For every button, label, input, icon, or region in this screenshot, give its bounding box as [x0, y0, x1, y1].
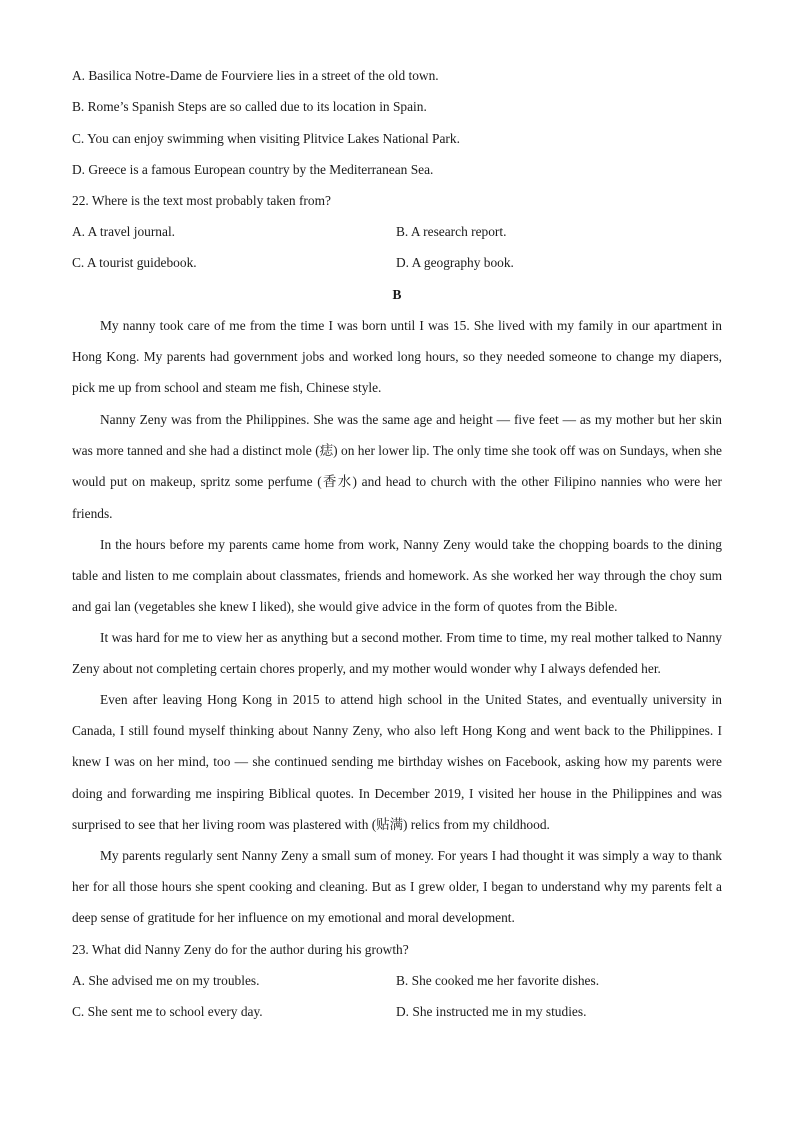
- q22-question: 22. Where is the text most probably taken from?: [72, 193, 331, 208]
- q23-option-a: A. She advised me on my troubles.: [72, 973, 260, 988]
- q22-option-b: B. A research report.: [396, 224, 507, 239]
- passage-paragraph-6: My parents regularly sent Nanny Zeny a small sum of money. For years I had thought it was simply a way to thank her for all those hours she spent cooking and cleaning. But as I grew older, I began to understand why my parents felt a deep sense of gratitude for her influence on my emotional and moral development.: [72, 848, 722, 926]
- q22-option-a: A. A travel journal.: [72, 224, 176, 239]
- q21-option-a: A. Basilica Notre-Dame de Fourviere lies in a street of the old town.: [72, 68, 439, 83]
- q23-option-c: C. She sent me to school every day.: [72, 1004, 263, 1019]
- q21-option-b: B. Rome’s Spanish Steps are so called due to its location in Spain.: [72, 99, 427, 114]
- q21-option-c: C. You can enjoy swimming when visiting Plitvice Lakes National Park.: [72, 131, 460, 146]
- q23-option-b: B. She cooked me her favorite dishes.: [396, 973, 600, 988]
- passage-paragraph-3: In the hours before my parents came home from work, Nanny Zeny would take the chopping boards to the dining table and listen to me complain about classmates, friends and homework. As she worked her way through the choy sum and gai lan (vegetables she knew I liked), she would give advice in the form of quotes from the Bible.: [72, 537, 722, 615]
- passage-paragraph-5: Even after leaving Hong Kong in 2015 to attend high school in the United States, and eventually university in Canada, I still found myself thinking about Nanny Zeny, who also left Hong Kong and went back to the Philippines. I knew I was on her mind, too — she continued sending me birthday wishes on Facebook, asking how my parents were doing and forwarding me inspiring Biblical quotes. In December 2019, I visited her house in the Philippines and was surprised to see that her living room was plastered with (贴满) relics from my childhood.: [72, 692, 722, 832]
- passage-paragraph-4: It was hard for me to view her as anything but a second mother. From time to time, my real mother talked to Nanny Zeny about not completing certain chores properly, and my mother would wonder why I always defended her.: [72, 630, 722, 677]
- passage-paragraph-1: My nanny took care of me from the time I was born until I was 15. She lived with my family in our apartment in Hong Kong. My parents had government jobs and worked long hours, so they needed someone to change my diapers, pick me up from school and steam me fish, Chinese style.: [72, 318, 722, 396]
- q23-question: 23. What did Nanny Zeny do for the author during his growth?: [72, 942, 409, 957]
- q22-option-c: C. A tourist guidebook.: [72, 255, 197, 270]
- q22-option-d: D. A geography book.: [396, 255, 514, 270]
- q21-option-d: D. Greece is a famous European country by the Mediterranean Sea.: [72, 162, 434, 177]
- q23-option-d: D. She instructed me in my studies.: [396, 1004, 587, 1019]
- section-heading: B: [392, 287, 402, 302]
- passage-paragraph-2: Nanny Zeny was from the Philippines. She was the same age and height — five feet — as my mother but her skin was more tanned and she had a distinct mole (痣) on her lower lip. The only time she took off was on Sundays, when she would put on makeup, spritz some perfume (香水) and head to church with the other Filipino nannies who were her friends.: [72, 412, 722, 521]
